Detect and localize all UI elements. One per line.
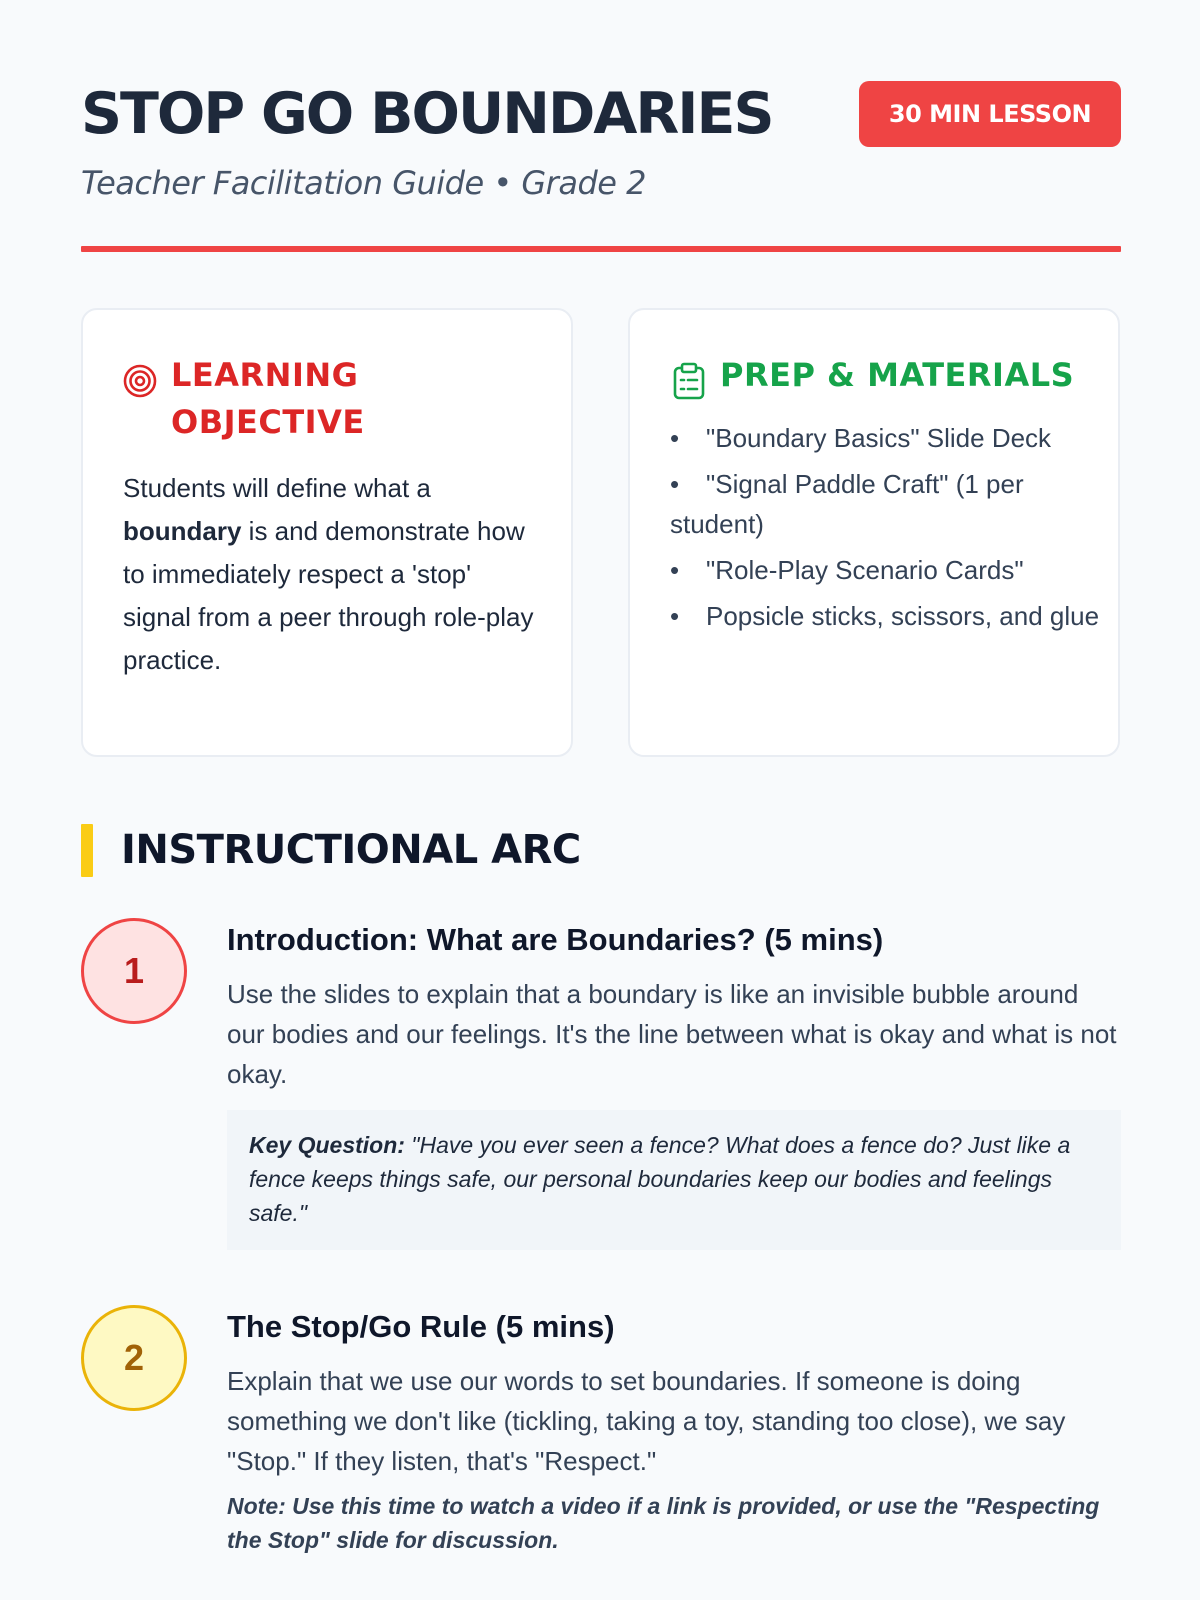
section-title: INSTRUCTIONAL ARC [121,827,581,873]
materials-list [670,418,1100,642]
key-question-callout [227,1110,1121,1250]
objective-text-end: is and demonstrate how to immediately respect a 'stop' signal from a peer through role-play practice. [123,516,534,675]
learning-objective-header [123,352,543,446]
list-item: • Popsicle sticks, scissors, and glue [670,596,1100,636]
list-item: • "Boundary Basics" Slide Deck [670,418,1100,458]
step-content [227,1305,1121,1557]
key-question-text: "Have you ever seen a fence? What does a fence do? Just like a fence keeps things safe, our personal boundaries keep our bodies and feelings safe." [249,1132,1071,1226]
step-number-badge: 2 [81,1305,187,1411]
step-title: Introduction: What are Boundaries? (5 mins) [227,922,884,957]
prep-materials-title: PREP & MATERIALS [720,356,1075,394]
list-item: • "Signal Paddle Craft" (1 per student) [670,464,1100,544]
step-content [227,918,1121,1250]
learning-objective-text [123,467,543,682]
page-title: STOP GO BOUNDARIES [81,81,773,147]
step-description: Explain that we use our words to set boundaries. If someone is doing something we don't like (tickling, taking a toy, standing too close), we say "Stop." If they listen, that's "Respect." [227,1366,1066,1476]
step-number-badge: 1 [81,918,187,1024]
learning-objective-title: LEARNING OBJECTIVE [171,356,365,441]
step-title: The Stop/Go Rule (5 mins) [227,1309,615,1344]
step-note: Note: Use this time to watch a video if a link is provided, or use the "Respecting the Stop" slide for discussion. [227,1493,1100,1553]
target-icon [123,364,157,398]
clipboard-icon [672,364,706,398]
prep-materials-header [672,352,1092,399]
header-divider [81,246,1121,252]
step-description: Use the slides to explain that a boundary is like an invisible bubble around our bodies and our feelings. It's the line between what is okay and what is not okay. [227,979,1117,1089]
learning-objective-card [81,308,573,757]
key-question-label: Key Question: [249,1132,405,1158]
lesson-duration-badge: 30 MIN LESSON [859,81,1121,147]
objective-keyword: boundary [123,516,242,546]
section-accent-bar [81,824,93,877]
list-item: • "Role-Play Scenario Cards" [670,550,1100,590]
prep-materials-card [628,308,1120,757]
page-subtitle: Teacher Facilitation Guide • Grade 2 [81,164,646,202]
objective-text-start: Students will define what a [123,473,431,503]
